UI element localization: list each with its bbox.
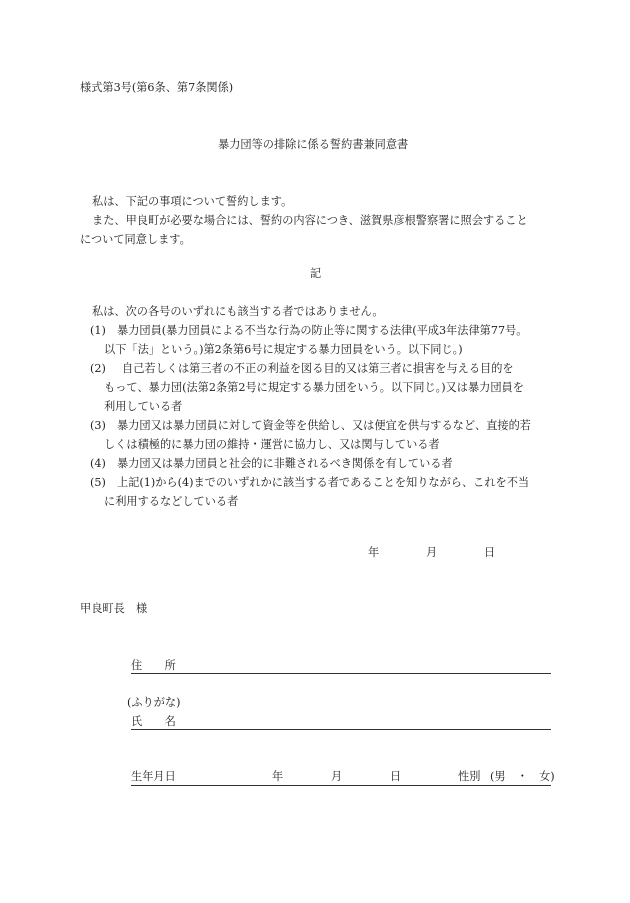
addressee: 甲良町長 様 xyxy=(80,602,148,615)
form-number: 様式第3号(第6条、第7条関係) xyxy=(80,81,234,94)
item-number: (5) xyxy=(90,476,106,489)
intro-line-2: また、甲良町が必要な場合には、誓約の内容につき、滋賀県彦根警察署に照会すること xyxy=(92,214,528,227)
item-line: 以下「法」という。)第2条第6号に規定する暴力団員をいう。以下同じ。) xyxy=(104,343,463,356)
item-line: 自己若しくは第三者の不正の利益を図る目的又は第三者に損害を与える目的を xyxy=(122,362,514,375)
date-month-label: 月 xyxy=(426,546,438,559)
birth-day-label: 日 xyxy=(390,770,402,783)
birthdate-underline[interactable] xyxy=(131,785,551,786)
item-line: 暴力団又は暴力団員と社会的に非難されるべき関係を有している者 xyxy=(117,457,453,470)
document-title: 暴力団等の排除に係る誓約書兼同意書 xyxy=(218,138,409,151)
address-underline[interactable] xyxy=(131,673,551,674)
address-label: 住 所 xyxy=(131,659,176,672)
date-day-label: 日 xyxy=(484,546,496,559)
item-number: (3) xyxy=(90,419,106,432)
birthdate-label: 生年月日 xyxy=(131,770,176,783)
item-line: 暴力団員(暴力団員による不当な行為の防止等に関する法律(平成3年法律第77号。 xyxy=(117,324,528,337)
item-number: (1) xyxy=(90,324,106,337)
intro-line-1: 私は、下記の事項について誓約します。 xyxy=(92,195,293,208)
item-number: (4) xyxy=(90,457,106,470)
date-year-label: 年 xyxy=(368,546,380,559)
birth-month-label: 月 xyxy=(331,770,343,783)
item-line: 利用している者 xyxy=(104,400,183,413)
name-underline[interactable] xyxy=(131,729,551,730)
gender-label: 性別 xyxy=(458,770,481,783)
statement: 私は、次の各号のいずれにも該当する者ではありません。 xyxy=(92,305,384,318)
gender-options[interactable]: (男 ・ 女) xyxy=(490,770,555,783)
item-line: 暴力団又は暴力団員に対して資金等を供給し、又は便宜を供与するなど、直接的若 xyxy=(117,419,531,432)
item-line: しくは積極的に暴力団の維持・運営に協力し、又は関与している者 xyxy=(104,438,440,451)
item-number: (2) xyxy=(90,362,106,375)
item-line: に利用するなどしている者 xyxy=(104,495,239,508)
birth-year-label: 年 xyxy=(272,770,284,783)
name-label: 氏 名 xyxy=(131,715,176,728)
intro-line-3: について同意します。 xyxy=(80,233,191,246)
ki-heading: 記 xyxy=(310,267,322,280)
item-line: もって、暴力団(法第2条第2号に規定する暴力団をいう。以下同じ。)又は暴力団員を xyxy=(104,381,524,394)
item-line: 上記(1)から(4)までのいずれかに該当する者であることを知りながら、これを不当 xyxy=(117,476,530,489)
furigana-label: (ふりがな) xyxy=(127,696,181,709)
